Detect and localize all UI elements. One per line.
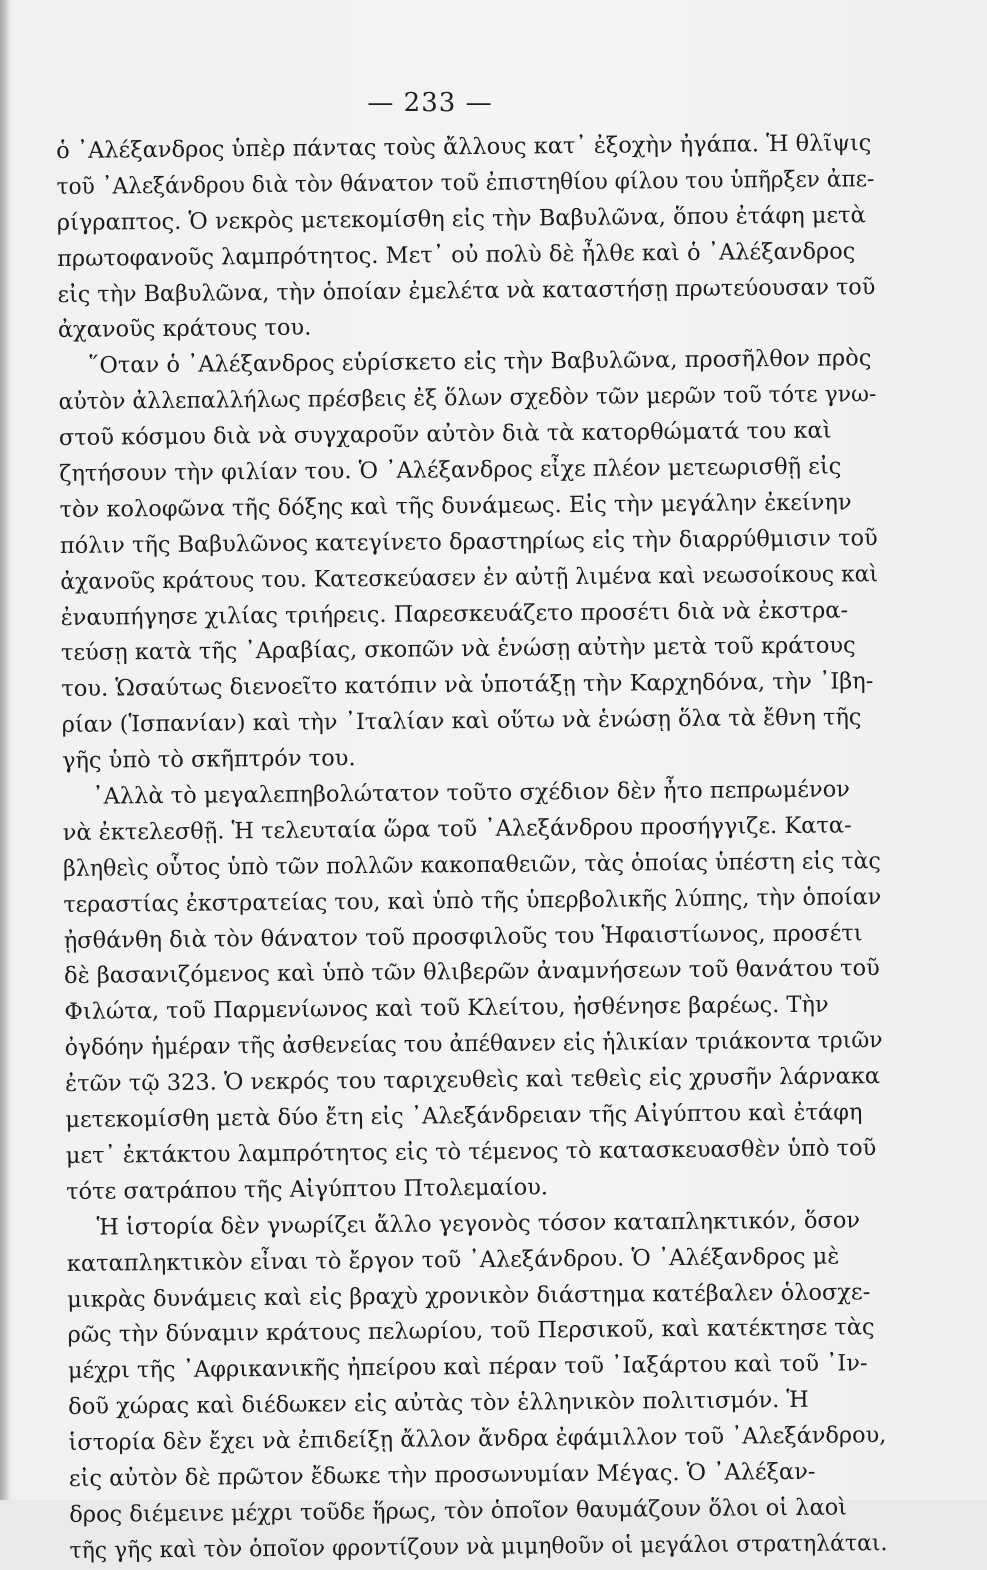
page-number: — 233 —	[367, 88, 493, 118]
text-line: ἐναυπήγησε χιλίας τριήρεις. Παρεσκευάζετο προσέτι διὰ νὰ ἐκστρα-	[60, 596, 849, 631]
text-line: μικρὰς δυνάμεις καὶ εἰς βραχὺ χρονικὸν διάστημα κατέβαλεν ὁλοσχε-	[67, 1278, 871, 1313]
text-line: δὲ βασανιζόμενος καὶ ὑπὸ τῶν θλιβερῶν ἀναμνήσεων τοῦ θανάτου τοῦ	[63, 955, 880, 990]
text-line: ᾐσθάνθη διὰ τὸν θάνατον τοῦ προσφιλοῦς του Ἡφαιστίωνος, προσέτι	[63, 919, 863, 954]
spine-shadow	[0, 0, 10, 1500]
text-line: δοῦ χώρας καὶ διέδωκεν εἰς αὐτὰς τὸν ἑλληνικὸν πολιτισμόν. Ἡ	[68, 1387, 809, 1421]
text-line: τεύσῃ κατὰ τῆς ᾽Αραβίας, σκοπῶν νὰ ἑνώσῃ αὐτὴν μετὰ τοῦ κράτους	[60, 632, 856, 667]
text-line: στοῦ κόσμου διὰ νὰ συγχαροῦν αὐτὸν διὰ τὰ κατορθώματά του καὶ	[58, 417, 832, 452]
text-line: νὰ ἐκτελεσθῇ. Ἡ τελευταία ὥρα τοῦ ᾽Αλεξάνδρου προσήγγιζε. Κατα-	[62, 812, 852, 846]
text-line: μέχρι τῆς ᾽Αφρικανικῆς ἠπείρου καὶ πέραν τοῦ ᾽Ιαξάρτου καὶ τοῦ ᾽Ιν-	[67, 1350, 868, 1385]
text-line: ἀχανοῦς κράτους του.	[57, 315, 312, 344]
text-line: πόλιν τῆς Βαβυλῶνος κατεγίνετο δραστηρίως εἰς τὴν διαρρύθμισιν τοῦ	[59, 524, 878, 559]
text-line: πρωτοφανοῦς λαμπρότητος. Μετ᾽ οὐ πολὺ δὲ ἦλθε καὶ ὁ ᾽Αλέξανδρος	[57, 238, 856, 272]
text-line: ὁ ᾽Αλέξανδρος ὑπὲρ πάντας τοὺς ἄλλους κατ᾽ ἐξοχὴν ἠγάπα. Ἡ θλῖψις	[56, 130, 872, 164]
text-line: ρῶς τὴν δύναμιν κράτους πελωρίου, τοῦ Περσικοῦ, καὶ κατέκτησε τὰς	[67, 1314, 875, 1349]
text-line: εἰς αὐτὸν δὲ πρῶτον ἔδωκε τὴν προσωνυμίαν Μέγας. Ὁ ᾽Αλέξαν-	[68, 1458, 816, 1492]
text-line: ἐτῶν τῷ 323. Ὁ νεκρός του ταριχευθεὶς καὶ τεθεὶς εἰς χρυσῆν λάρνακα	[64, 1063, 881, 1098]
text-line: του. Ὡσαύτως διενοεῖτο κατόπιν νὰ ὑποτάξῃ τὴν Καρχηδόνα, τὴν ᾽Ιβη-	[61, 668, 874, 703]
text-line: ᾽Αλλὰ τὸ μεγαλεπηβολώτατον τοῦτο σχέδιον δὲν ἦτο πεπρωμένον	[92, 776, 850, 810]
text-line: αὐτὸν ἀλλεπαλλήλως πρέσβεις ἐξ ὅλων σχεδὸν τῶν μερῶν τοῦ τότε γνω-	[58, 381, 877, 416]
text-line: ρίγραπτος. Ὁ νεκρὸς μετεκομίσθη εἰς τὴν Βαβυλῶνα, ὅπου ἐτάφη μετὰ	[56, 202, 866, 236]
text-line: γῆς ὑπὸ τὸ σκῆπτρόν του.	[61, 745, 356, 775]
text-line: ἱστορία δὲν ἔχει νὰ ἐπιδείξῃ ἄλλον ἄνδρα ἐφάμιλλον τοῦ ᾽Αλεξάνδρου,	[68, 1422, 887, 1457]
text-line: μετ᾽ ἐκτάκτου λαμπρότητος εἰς τὸ τέμενος τὸ κατασκευασθὲν ὑπὸ τοῦ	[65, 1135, 877, 1169]
text-line: μετεκομίσθη μετὰ δύο ἔτη εἰς ᾽Αλεξάνδρειαν τῆς Αἰγύπτου καὶ ἐτάφη	[65, 1099, 863, 1134]
text-line: ῞Οταν ὁ ᾽Αλέξανδρος εὑρίσκετο εἰς τὴν Βαβυλῶνα, προσῆλθον πρὸς	[88, 345, 872, 380]
text-line: δρος διέμεινε μέχρι τοῦδε ἥρως, τὸν ὁποῖον θαυμάζουν ὅλοι οἱ λαοὶ	[69, 1494, 848, 1528]
text-line: τοῦ ᾽Αλεξάνδρου διὰ τὸν θάνατον τοῦ ἐπιστηθίου φίλου του ὑπῆρξεν ἀπε-	[56, 166, 875, 200]
text-line: Φιλώτα, τοῦ Παρμενίωνος καὶ τοῦ Κλείτου, ἠσθένησε βαρέως. Τὴν	[64, 991, 829, 1026]
text-line: ζητήσουν τὴν φιλίαν του. Ὁ ᾽Αλέξανδρος εἶχε πλέον μετεωρισθῇ εἰς	[59, 453, 842, 487]
text-line: Ἡ ἱστορία δὲν γνωρίζει ἄλλο γεγονὸς τόσον καταπληκτικόν, ὅσον	[96, 1207, 861, 1241]
text-line: καταπληκτικὸν εἶναι τὸ ἔργον τοῦ ᾽Αλεξάνδρου. Ὁ ᾽Αλέξανδρος μὲ	[66, 1243, 840, 1277]
body-text	[56, 126, 888, 1569]
text-line: ὀγδόην ἡμέραν τῆς ἀσθενείας του ἀπέθανεν εἰς ἡλικίαν τριάκοντα τριῶν	[64, 1027, 883, 1062]
text-line: τεραστίας ἐκστρατείας του, καὶ ὑπὸ τῆς ὑπερβολικῆς λύπης, τὴν ὁποίαν	[63, 883, 882, 918]
text-line: βληθεὶς οὗτος ὑπὸ τῶν πολλῶν κακοπαθειῶν, τὰς ὁποίας ὑπέστη εἰς τὰς	[62, 847, 881, 882]
text-line: τῆς γῆς καὶ τὸν ὁποῖον φροντίζουν νὰ μιμηθοῦν οἱ μεγάλοι στρατηλάται.	[69, 1529, 888, 1564]
text-line: ρίαν (Ἱσπανίαν) καὶ τὴν ᾽Ιταλίαν καὶ οὕτω νὰ ἑνώσῃ ὅλα τὰ ἔθνη τῆς	[61, 704, 862, 739]
text-line: τὸν κολοφῶνα τῆς δόξης καὶ τῆς δυνάμεως. Εἰς τὴν μεγάλην ἐκείνην	[59, 489, 852, 523]
text-line: ἀχανοῦς κράτους του. Κατεσκεύασεν ἐν αὐτῇ λιμένα καὶ νεωσοίκους καὶ	[60, 560, 879, 595]
text-line: εἰς τὴν Βαβυλῶνα, τὴν ὁποίαν ἐμελέτα νὰ καταστήσῃ πρωτεύουσαν τοῦ	[57, 273, 876, 308]
text-line: τότε σατράπου τῆς Αἰγύπτου Πτολεμαίου.	[66, 1174, 549, 1205]
